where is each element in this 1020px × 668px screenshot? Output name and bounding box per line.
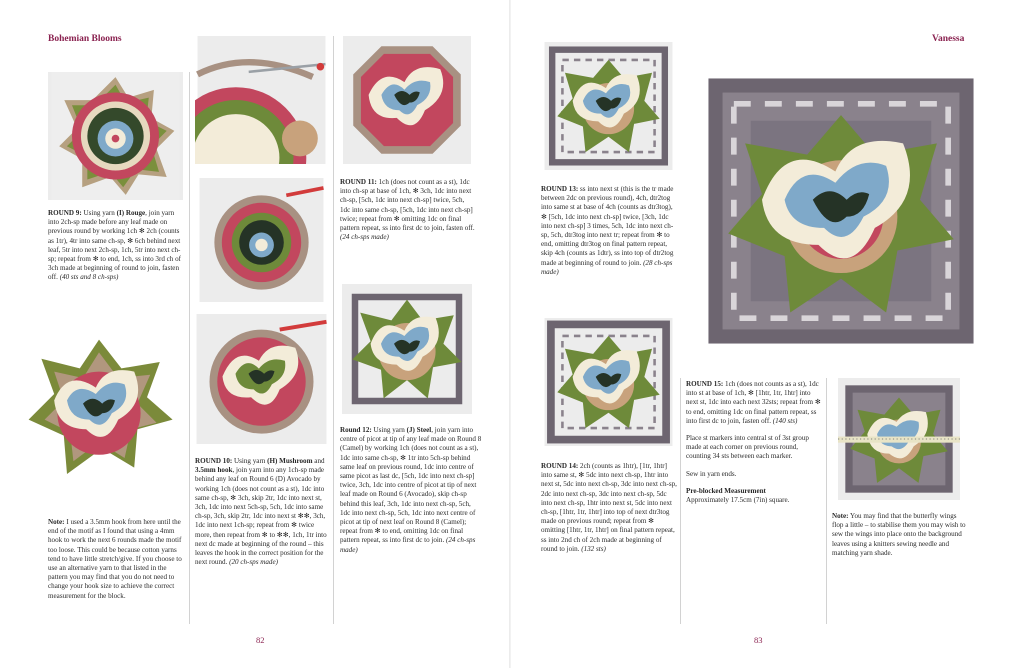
photo-flower-motif	[14, 330, 184, 490]
column-rule	[333, 36, 334, 624]
round15-instructions: ROUND 15: 1ch (does not counts as a st), 1dc into st at base of 1ch, ✻ [1htr, 1tr, 1htr] into next st, 1dc into each next 32sts; repeat from ✻ to end, omitting 1dc on final pattern repeat, ss into first dc to join, fasten off. (140 sts) Place st markers into central st of 3st group made at each corner on previous round, counting 34 sts between each marker. Sew in yarn ends. Pre-blocked Measurement Approximately 17.5cm (7in) square.	[686, 380, 821, 505]
right-page-header: Vanessa	[932, 34, 965, 44]
yarn-steel: (J) Steel	[406, 426, 432, 434]
hook-size: 3.5mm hook	[195, 466, 233, 475]
round10-heading: ROUND 10:	[195, 457, 233, 465]
crochet-finished-block-image	[700, 70, 982, 352]
note-label: Note:	[832, 512, 849, 520]
note-label: Note:	[48, 518, 65, 526]
photo-round9-motif	[48, 72, 183, 200]
left-page-header: Bohemian Blooms	[48, 34, 122, 44]
yarn-mushroom: (H) Mushroom	[267, 457, 313, 465]
preblocked-measurement: Approximately 17.5cm (7in) square.	[686, 496, 790, 505]
page-gutter	[509, 0, 511, 668]
round14-heading: ROUND 14:	[541, 462, 579, 470]
stitch-count: (132 sts)	[581, 544, 606, 553]
photo-round10-progress	[195, 178, 328, 302]
photo-round12-square	[340, 284, 474, 414]
sew-instructions: Sew in yarn ends.	[686, 469, 737, 478]
round12-heading: Round 12:	[340, 426, 372, 434]
photo-round11-octagon	[340, 36, 474, 164]
crochet-round10-complete-image	[195, 314, 328, 444]
preblocked-heading: Pre-blocked Measurement	[686, 486, 766, 495]
photo-process-hook	[195, 36, 328, 164]
crochet-round13-image	[541, 42, 676, 170]
round11-instructions: ROUND 11: 1ch (does not count as a st), 1dc into ch-sp at base of 1ch, ✻ 3ch, 1dc into next ch-sp, [5ch, 1dc into next ch-sp] twice, 5ch, 1dc into same ch-sp, [5ch, 1dc into next ch-sp] twice; repeat from ✻ omitting 1dc on final pattern repeat, ss into first dc to join, fasten off. (24 ch-sps made)	[340, 178, 475, 242]
marker-instructions: Place st markers into central st of 3st group made at each corner on previous round, counting 34 sts between each marker.	[686, 434, 809, 461]
left-page-number: 82	[256, 635, 265, 645]
round15-heading: ROUND 15:	[686, 380, 724, 388]
round9-instructions: ROUND 9: Using yarn (I) Rouge, join yarn into 2ch-sp made before any leaf made on previous round by working 1ch ✻ 2ch (counts as 1tr), 4tr into same ch-sp, ✻ 6ch behind next leaf, 5tr into next 2ch-sp, 1ch, 5tr into next ch-sp; repeat from ✻ to end, 1ch, ss into 3rd ch of 3ch made at beginning of round to join, fasten off. (40 sts and 8 ch-sps)	[48, 209, 182, 282]
column-rule	[189, 72, 190, 624]
crochet-round11-image	[340, 36, 474, 164]
hook-note: Note: I used a 3.5mm hook from here until the end of the motif as I found that using a 4mm hook to work the next 6 rounds made the motif too loose. This could be because cotton yarns tend to have little stretch/give. If you choose to use an alternative yarn to that listed in the pattern you may find that you do not need to change your hook size to achieve the correct measurement for the block.	[48, 518, 182, 600]
crochet-measurement-image	[832, 378, 966, 500]
photo-round13-square	[541, 42, 676, 170]
crochet-round14-image	[541, 318, 676, 446]
yarn-rouge: (I) Rouge	[116, 209, 146, 217]
crochet-motif-image	[48, 72, 183, 200]
preblocked-section	[686, 487, 822, 505]
round14-instructions: ROUND 14: 2ch (counts as 1htr), [1tr, 1htr] into same st, ✻ 5dc into next ch-sp, 1htr into next st, 5dc into next ch-sp, 3dc into next ch-sp, 2dc into next ch-sp, 3dc into next ch-sp, 5dc into next ch-sp, 1htr into next st, 5dc into next ch-sp, [1htr, 1tr, 1htr] into top of next dtr3tog made on previous round; repeat from ✻ omitting [1htr, 1tr, 1htr] on final pattern repeat, ss into 2nd ch of 2ch made at beginning of round to join. (132 sts)	[541, 462, 677, 553]
photo-round14-square	[541, 318, 676, 446]
photo-measurement	[832, 378, 966, 500]
stitch-count: (40 sts and 8 ch-sps)	[59, 273, 119, 282]
stitch-count: (20 ch-sps made)	[229, 558, 278, 567]
stitch-count: (24 ch-sps made)	[340, 233, 389, 242]
round9-heading: ROUND 9:	[48, 209, 82, 217]
wings-note: Note: You may find that the butterfly wings flop a little – to stabilise them you may wish to sew the wings into place onto the background leaves using a knitters sewing needle and matching yarn shade.	[832, 512, 966, 557]
stitch-count: (140 sts)	[772, 416, 798, 425]
round10-instructions: ROUND 10: Using yarn (H) Mushroom and 3.5mm hook, join yarn into any 1ch-sp made behind any leaf on Round 6 (D) Avocado by working 1ch (does not count as a st), 1dc into same ch-sp, ✻ 3ch, skip 2tr, 1dc into next st, 3ch, 1dc into next 5ch-sp, 5ch, 1dc into same ch-sp, 3ch, skip 2tr, 1dc into next st ✻✻, 3ch, 1dc into next 1ch-sp; repeat from ✻ twice more, then repeat from ✻ to ✻✻, 1ch, 1tr into next dc made at beginning of the round – this leaves the hook in the correct position for the next round. (20 ch-sps made)	[195, 457, 327, 567]
crochet-round10-image	[195, 178, 328, 302]
crochet-process-image	[195, 36, 328, 164]
round13-instructions: ROUND 13: ss into next st (this is the tr made between 2dc on previous round), 4ch, dtr2tog into same st at base of 4ch (counts as dtr3tog), ✻ [5ch, 1dc into next ch-sp] twice, [3ch, 1dc into next ch-sp] 3 times, 5ch, 1dc into next ch-sp, 5ch, dtr3tog into next tr; repeat from ✻ to end, omitting dtr3tog on final pattern repeat, skip 4ch (counts as 1dtr), ss into top of dtr2tog made at beginning of round to join. (28 ch-sps made)	[541, 185, 674, 276]
crochet-flower-image	[14, 330, 184, 490]
round11-heading: ROUND 11:	[340, 178, 377, 186]
right-page-number: 83	[754, 635, 763, 645]
stitch-count: (24 ch-sps made)	[340, 536, 476, 554]
column-rule	[826, 378, 827, 624]
column-rule	[680, 378, 681, 624]
photo-finished-block	[700, 70, 982, 352]
stitch-count: (28 ch-sps made)	[541, 258, 673, 276]
round12-instructions: Round 12: Using yarn (J) Steel, join yarn into centre of picot at tip of any leaf made on Round 8 (Camel) by working 1ch (does not count as a st), 1dc into same ch-sp, ✻ 1tr into 5ch-sp behind same leaf on previous round, 1dc into centre of same picot as last dc, [5ch, 1dc into next ch-sp] twice, 3ch, 1dc into centre of picot at tip of next leaf made on Round 6 (Avocado), skip ch-sp behind this leaf, 3ch, 1dc into next ch-sp, 5ch, 1dc into next ch-sp, 5ch, 1dc into next centre of picot at tip of next leaf on Round 8 (Camel); repeat from ✻ to end, omitting 1dc on final pattern repeat, ss into first dc to join. (24 ch-sps made)	[340, 426, 482, 554]
photo-round10-complete	[195, 314, 328, 444]
round13-heading: ROUND 13:	[541, 185, 579, 193]
crochet-round12-image	[340, 284, 474, 414]
